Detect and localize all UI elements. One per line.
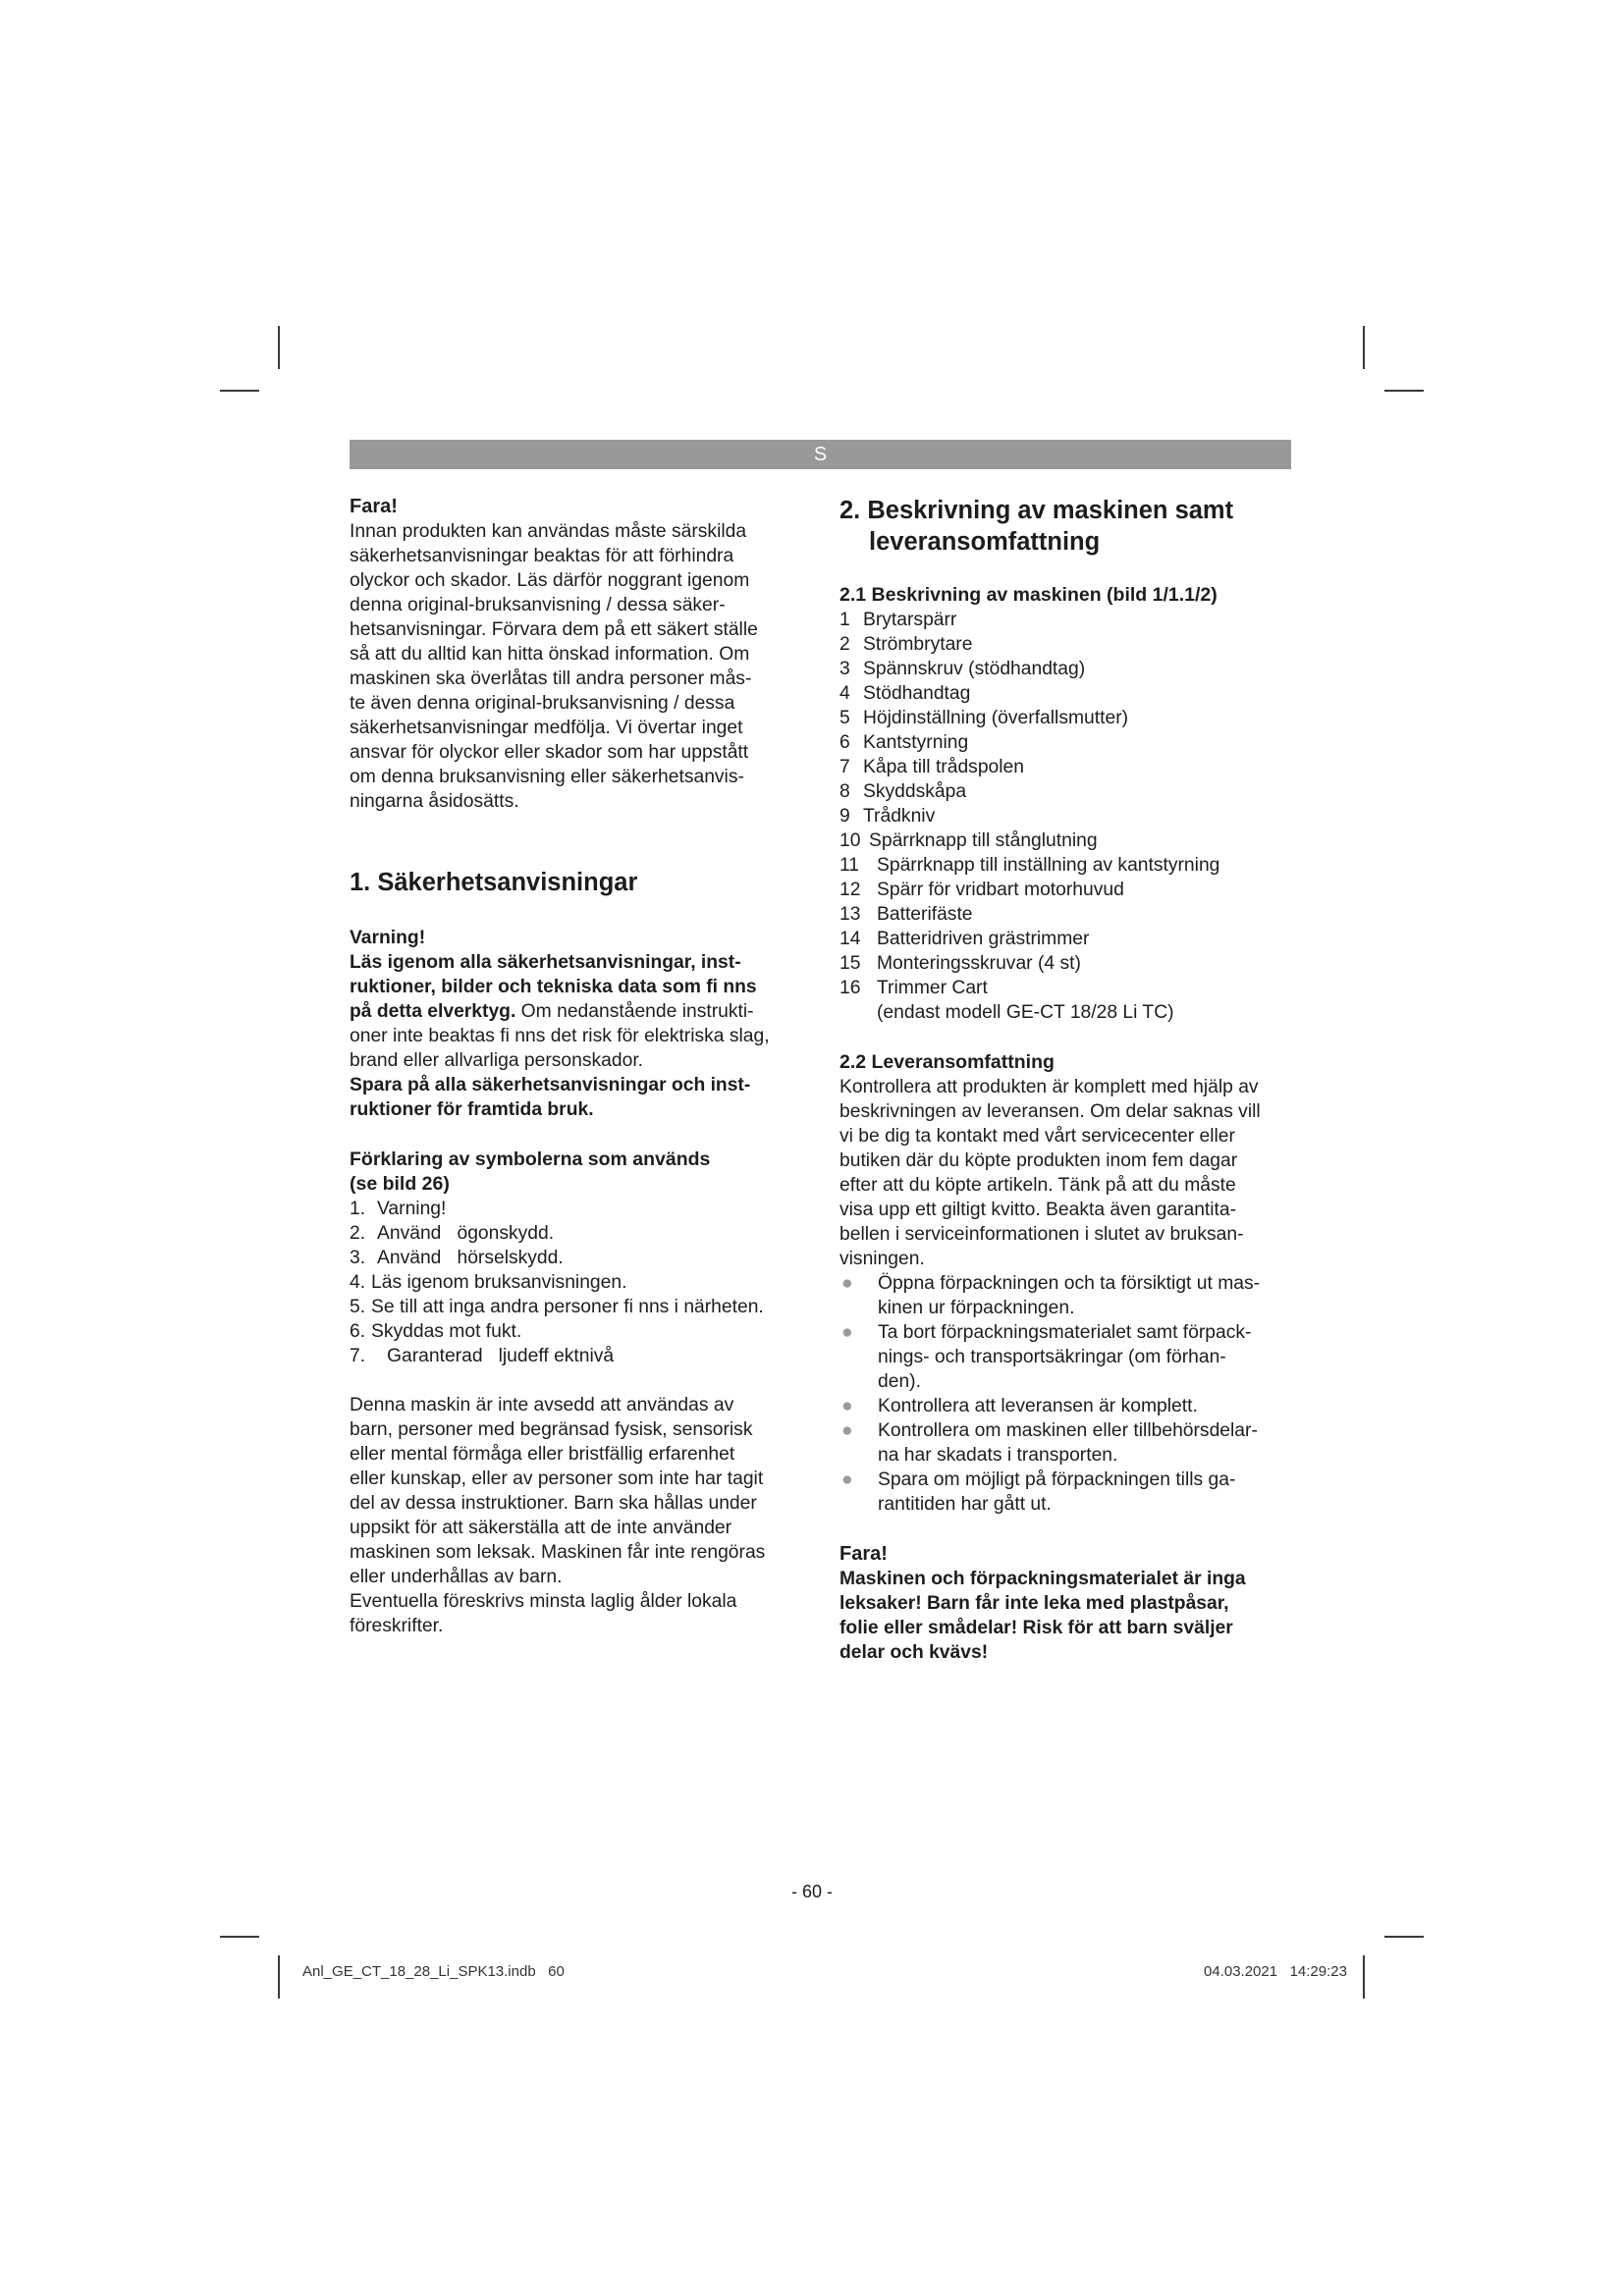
text-line: ningarna åsidosätts. (350, 791, 519, 812)
danger-label: Fara! (350, 496, 398, 517)
bullet-icon: ● (841, 1322, 853, 1343)
list-number: 4 (839, 683, 850, 704)
part-16-note: (endast modell GE-CT 18/28 Li TC) (877, 1002, 1174, 1023)
text-line: barn, personer med begränsad fysisk, sensorisk (350, 1419, 753, 1440)
list-number: 1. (350, 1199, 366, 1219)
list-number: 3 (839, 659, 850, 679)
list-number: 8 (839, 781, 850, 802)
bullet-item (839, 1271, 1291, 1320)
list-text: Batterifäste (877, 904, 973, 925)
text-line: te även denna original-bruksanvisning / dessa (350, 693, 735, 714)
list-number: 13 (839, 904, 861, 925)
text-line: efter att du köpte artikeln. Tänk på att du måste (839, 1175, 1236, 1196)
list-item (839, 632, 1291, 657)
text-line: beskrivningen av leveransen. Om delar saknas vill (839, 1101, 1261, 1122)
symbols-title (350, 1148, 801, 1197)
text-line: eller mental förmåga eller bristfällig erfarenhet (350, 1444, 735, 1465)
bullet-item (839, 1468, 1291, 1517)
bullet-item (839, 1418, 1291, 1468)
list-number: 3. (350, 1248, 366, 1268)
text-line: vi be dig ta kontakt med vårt servicecenter eller (839, 1126, 1235, 1147)
text-line: visa upp ett giltigt kvitto. Beakta även garantita- (839, 1200, 1237, 1220)
crop-mark-bottom-left-horizontal (220, 1936, 259, 1938)
text-line (350, 999, 801, 1024)
list-item (839, 730, 1291, 755)
footer-file-name: Anl_GE_CT_18_28_Li_SPK13.indb 60 (302, 1963, 565, 1980)
bullet-text (878, 1271, 1260, 1320)
list-item (839, 927, 1291, 951)
list-number: 11 (839, 855, 860, 876)
text-line: Ta bort förpackningsmaterialet samt förpack- (878, 1322, 1252, 1343)
list-item (839, 853, 1291, 878)
list-text: Skyddas mot fukt. (371, 1321, 522, 1342)
title-line: leveransomfattning (869, 528, 1101, 556)
crop-mark-bottom-right-vertical (1363, 1955, 1365, 1999)
crop-mark-top-left-vertical (278, 326, 280, 369)
list-item (350, 1295, 801, 1319)
list-item (839, 828, 1291, 853)
list-text: Varning! (377, 1199, 447, 1219)
list-item (350, 1197, 801, 1221)
text-run: Om nedanstående instrukti- (515, 1001, 754, 1022)
text-line: brand eller allvarliga personskador. (350, 1050, 644, 1071)
list-item (350, 1246, 801, 1270)
text-line: bellen i serviceinformationen i slutet av bruksan- (839, 1224, 1244, 1245)
text-line: säkerhetsanvisningar beaktas för att förhindra (350, 546, 734, 566)
text-line: delar och kvävs! (839, 1642, 989, 1663)
crop-mark-top-left-horizontal (220, 390, 259, 392)
text-line: eller kunskap, eller av personer som inte har tagit (350, 1468, 764, 1489)
subsection-2-2-title: 2.2 Leveransomfattning (839, 1051, 1055, 1073)
text-line: säkerhetsanvisningar medfölja. Vi övertar inget (350, 718, 743, 738)
text-line: Öppna förpackningen och ta försiktigt ut mas- (878, 1273, 1261, 1294)
title-line: 2. Beskrivning av maskinen samt (839, 497, 1234, 524)
list-number: 1 (839, 610, 850, 630)
text-line: nings- och transportsäkringar (om förhan- (878, 1347, 1226, 1367)
text-line: denna original-bruksanvisning / dessa säker- (350, 595, 726, 615)
list-text: Använd hörselskydd. (377, 1248, 564, 1268)
text-line: Spara om möjligt på förpackningen tills ga- (878, 1469, 1236, 1490)
list-number: 2 (839, 634, 850, 655)
list-item (839, 681, 1291, 706)
bullet-text (878, 1418, 1258, 1468)
warning-label: Varning! (350, 928, 426, 948)
list-text: Batteridriven grästrimmer (877, 929, 1090, 949)
list-text: Trimmer Cart (877, 978, 988, 998)
bullet-text (878, 1394, 1198, 1418)
text-line: del av dessa instruktioner. Barn ska hållas under (350, 1493, 757, 1514)
list-number: 7 (839, 757, 850, 777)
list-number: 12 (839, 880, 861, 900)
warning-paragraph (350, 950, 801, 1122)
text-line: uppsikt för att säkerställa att de inte använder (350, 1518, 732, 1538)
language-code: S (813, 444, 828, 465)
language-header-bar (350, 440, 1291, 469)
text-line: eller underhållas av barn. (350, 1567, 563, 1587)
text-line: Kontrollera att produkten är komplett med hjälp av (839, 1077, 1259, 1097)
list-text: Monteringsskruvar (4 st) (877, 953, 1081, 974)
text-line: rantitiden har gått ut. (878, 1494, 1052, 1515)
text-line: ruktioner, bilder och tekniska data som fi nns (350, 977, 757, 997)
list-text: Spärrknapp till stånglutning (869, 830, 1098, 851)
right-column (839, 495, 1291, 1665)
text-line: na har skadats i transporten. (878, 1445, 1118, 1466)
list-text: Spännskruv (stödhandtag) (863, 659, 1086, 679)
list-item (350, 1319, 801, 1344)
text-line: kinen ur förpackningen. (878, 1298, 1075, 1318)
delivery-paragraph (839, 1075, 1291, 1271)
text-line: ruktioner för framtida bruk. (350, 1099, 594, 1120)
text-line: (se bild 26) (350, 1173, 450, 1195)
list-item (839, 951, 1291, 976)
text-line: olyckor och skador. Läs därför noggrant igenom (350, 570, 750, 591)
list-item (839, 779, 1291, 804)
parts-list (839, 608, 1291, 1000)
list-text: Skyddskåpa (863, 781, 967, 802)
list-item (839, 902, 1291, 927)
text-line: Spara på alla säkerhetsanvisningar och inst- (350, 1075, 751, 1095)
subsection-2-1-title: 2.1 Beskrivning av maskinen (bild 1/1.1/2) (839, 584, 1218, 606)
text-line: maskinen ska överlåtas till andra personer mås- (350, 668, 752, 689)
list-item (839, 804, 1291, 828)
text-line: leksaker! Barn får inte leka med plastpåsar, (839, 1593, 1229, 1614)
list-text: Strömbrytare (863, 634, 973, 655)
list-number: 6 (839, 732, 850, 753)
list-item (839, 878, 1291, 902)
list-text: Spärrknapp till inställning av kantstyrning (877, 855, 1220, 876)
text-line: folie eller smådelar! Risk för att barn sväljer (839, 1618, 1233, 1638)
crop-mark-bottom-left-vertical (278, 1955, 280, 1999)
list-number: 9 (839, 806, 850, 827)
crop-mark-top-right-horizontal (1384, 390, 1424, 392)
text-bold-run: på detta elverktyg. (350, 1001, 516, 1022)
list-text: Se till att inga andra personer fi nns i närheten. (371, 1297, 764, 1317)
bullet-item (839, 1394, 1291, 1418)
children-paragraph (350, 1393, 801, 1638)
list-text: Brytarspärr (863, 610, 957, 630)
list-number: 2. (350, 1223, 366, 1244)
list-number: 14 (839, 929, 861, 949)
text-line: Förklaring av symbolerna som används (350, 1148, 711, 1170)
footer-timestamp: 04.03.2021 14:29:23 (1204, 1963, 1347, 1980)
left-column (350, 495, 801, 1638)
text-line: så att du alltid kan hitta önskad information. Om (350, 644, 750, 665)
list-item (839, 755, 1291, 779)
list-number: 5. (350, 1297, 366, 1317)
page-number: - 60 - (790, 1882, 833, 1901)
text-line: den). (878, 1371, 921, 1392)
list-text: Stödhandtag (863, 683, 971, 704)
bullet-text (878, 1320, 1251, 1394)
list-text: Kantstyrning (863, 732, 969, 753)
bullet-icon: ● (841, 1469, 853, 1490)
crop-mark-top-right-vertical (1363, 326, 1365, 369)
list-text: Använd ögonskydd. (377, 1223, 555, 1244)
text-line: Läs igenom alla säkerhetsanvisningar, inst- (350, 952, 741, 973)
list-item (350, 1344, 801, 1368)
bullet-icon: ● (841, 1396, 853, 1416)
list-item (839, 976, 1291, 1000)
list-text: Kåpa till trådspolen (863, 757, 1024, 777)
danger-label: Fara! (839, 1543, 888, 1565)
list-text: Höjdinställning (överfallsmutter) (863, 708, 1129, 728)
bullet-text (878, 1468, 1235, 1517)
text-line: Eventuella föreskrivs minsta laglig ålder lokala (350, 1591, 737, 1612)
list-number: 10 (839, 830, 861, 851)
delivery-bullets (839, 1271, 1291, 1517)
text-line: föreskrifter. (350, 1616, 444, 1636)
bullet-icon: ● (841, 1420, 853, 1441)
list-text: Spärr för vridbart motorhuvud (877, 880, 1124, 900)
crop-mark-bottom-right-horizontal (1384, 1936, 1424, 1938)
text-line: visningen. (839, 1249, 925, 1269)
symbols-list (350, 1197, 801, 1368)
section-2-title (839, 495, 1291, 558)
list-item (350, 1270, 801, 1295)
text-line: om denna bruksanvisning eller säkerhetsanvis- (350, 767, 744, 787)
text-line: oner inte beaktas fi nns det risk för elektriska slag, (350, 1026, 770, 1046)
list-number: 6. (350, 1321, 366, 1342)
danger-paragraph (350, 519, 801, 814)
list-item (839, 608, 1291, 632)
text-line: Denna maskin är inte avsedd att användas av (350, 1395, 734, 1415)
text-line: Kontrollera att leveransen är komplett. (878, 1396, 1198, 1416)
list-text: Trådkniv (863, 806, 936, 827)
list-number: 5 (839, 708, 850, 728)
list-item (350, 1221, 801, 1246)
text-line: ansvar för olyckor eller skador som har uppstått (350, 742, 749, 763)
list-item (839, 657, 1291, 681)
text-line: Innan produkten kan användas måste särskilda (350, 521, 747, 542)
list-number: 4. (350, 1272, 366, 1293)
list-text: Läs igenom bruksanvisningen. (371, 1272, 627, 1293)
text-line: Kontrollera om maskinen eller tillbehörsdelar- (878, 1420, 1258, 1441)
list-number: 16 (839, 978, 861, 998)
bullet-icon: ● (841, 1273, 853, 1294)
text-line: butiken där du köpte produkten inom fem dagar (839, 1150, 1238, 1171)
list-text: Garanterad ljudeff ektnivå (387, 1346, 615, 1366)
list-number: 7. (350, 1346, 366, 1366)
text-line: hetsanvisningar. Förvara dem på ett säkert ställe (350, 619, 758, 640)
text-line: Maskinen och förpackningsmaterialet är inga (839, 1569, 1246, 1589)
danger-paragraph (839, 1567, 1291, 1665)
bullet-item (839, 1320, 1291, 1394)
text-line: maskinen som leksak. Maskinen får inte rengöras (350, 1542, 766, 1563)
section-1-title: 1. Säkerhetsanvisningar (350, 869, 638, 896)
list-number: 15 (839, 953, 861, 974)
list-item (839, 706, 1291, 730)
